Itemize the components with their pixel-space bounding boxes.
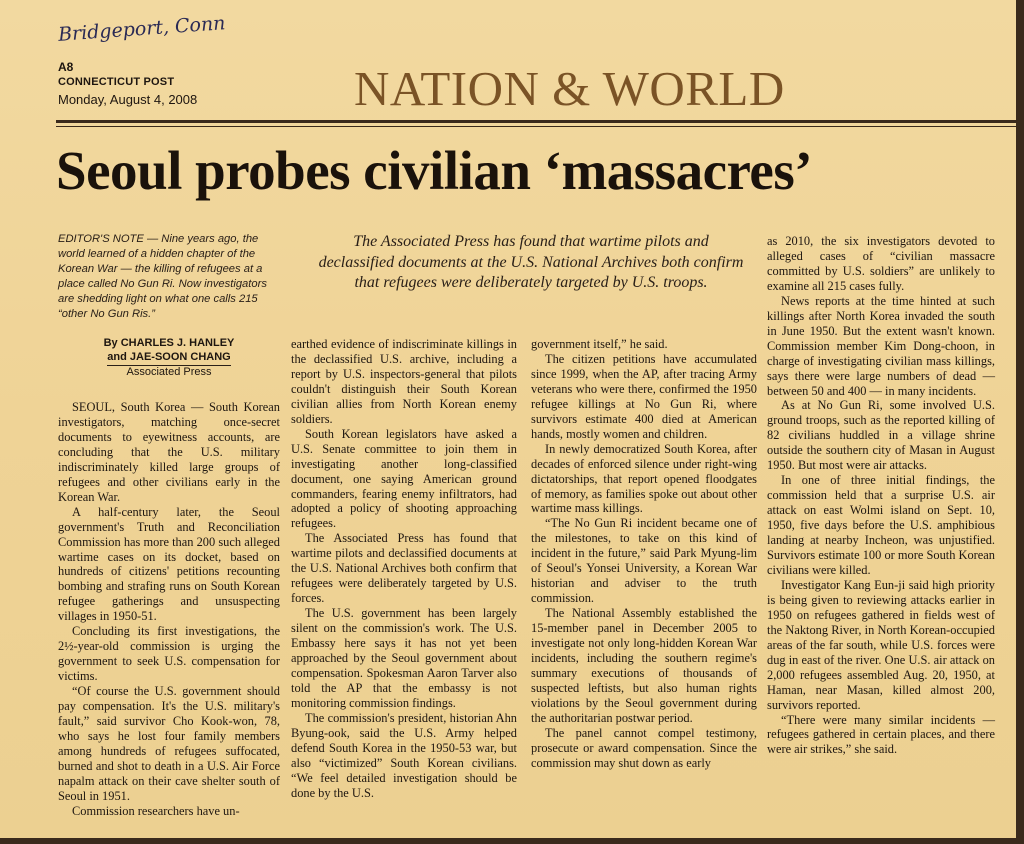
paragraph: earthed evidence of indiscriminate killings in the declassified U.S. archive, including a report by U.S. inspectors-general that pilots couldn't distinguish their South Korean civilian allies from North Korean enemy soldiers. (291, 337, 517, 426)
paragraph: A half-century later, the Seoul government's Truth and Reconciliation Commission has more than 200 such alleged wartime cases on its docket, based on hundreds of citizens' petitions recounting bombing and strafing runs on South Korean refugee gatherings and unsuspecting villages in 1950-51. (58, 504, 280, 624)
article-column-3 (531, 337, 757, 771)
article-column-1 (58, 400, 280, 819)
paragraph: In one of three initial findings, the commission held that a surprise U.S. air attack on east Wolmi island on Sept. 10, 1950, five days before the U.S. amphibious landing at nearby Incheon, was unjustified. Survivors estimate 100 or more South Korean civilians were killed. (767, 473, 995, 577)
article-column-4 (767, 234, 995, 757)
paragraph: Concluding its first investigations, the 2½-year-old commission is urging the government to seek U.S. compensation for victims. (58, 624, 280, 684)
paragraph: as 2010, the six investigators devoted to alleged cases of “civilian massacre committed by U.S. soldiers” are unlikely to examine all 215 cases fully. (767, 234, 995, 293)
paragraph: “Of course the U.S. government should pay compensation. It's the U.S. military's fault,” said survivor Cho Kook-won, 78, who says he lost four family members among hundreds of refugees suffocated, burned and shot to death in a U.S. Air Force napalm attack on their cave shelter south of Seoul in 1951. (58, 684, 280, 803)
byline (58, 337, 280, 380)
paragraph: In newly democratized South Korea, after decades of enforced silence under right-wing dictatorships, that report opened floodgates of memory, as families spoke out about other wartime mass killings. (531, 441, 757, 516)
pull-quote: The Associated Press has found that wartime pilots and declassified documents at the U.S. National Archives both confirm that refugees were deliberately targeted by U.S. troops. (318, 233, 744, 291)
headline: Seoul probes civilian ‘massacres’ (56, 140, 813, 201)
handwritten-note: Bridgeport, Conn (57, 12, 227, 46)
header-rule-thin (56, 126, 1016, 127)
paragraph: government itself,” he said. (531, 337, 668, 351)
paragraph: The National Assembly established the 15-member panel in December 2005 to investigate not only long-hidden Korean War incidents, including the southern regime's summary executions of thousands of suspected leftists, but also human rights violations by the Seoul government during the authoritarian postwar period. (531, 606, 757, 725)
paragraph: As at No Gun Ri, some involved U.S. ground troops, such as the reported killing of 82 civilians huddled in a village shrine outside the southern city of Masan in August 1950. But most were air attacks. (767, 398, 995, 473)
byline-author-2: and JAE-SOON CHANG (107, 351, 230, 367)
paragraph: News reports at the time hinted at such killings after North Korea invaded the south in June 1950. But the extent wasn't known. Commission member Kim Dong-choon, in charge of investigating civilian mass killings, says there were large numbers of dead — between 50 and 400 — in many incidents. (767, 293, 995, 398)
article-column-2 (291, 337, 517, 801)
header-rule-thick (56, 120, 1016, 123)
page-number: A8 (58, 60, 74, 74)
byline-agency: Associated Press (126, 366, 212, 378)
paragraph: The panel cannot compel testimony, prosecute or award compensation. Since the commission may shut down as early (531, 725, 757, 770)
section-title: NATION & WORLD (354, 61, 785, 116)
paragraph: “The No Gun Ri incident became one of the milestones, to take on this kind of incident in the future,” said Park Myung-lim of Seoul's Yonsei University, a Korean War historian and adviser to the truth commission. (531, 516, 757, 606)
paragraph: Commission researchers have un- (72, 803, 240, 818)
paragraph: Investigator Kang Eun-ji said high priority is being given to reviewing attacks earlier in 1950 on refugees gathered in fields west of the Naktong River, in North Korean-occupied areas of the far south, while U.S. forces were dug in east of the river. One U.S. air attack on 2,000 refugees assembled Aug. 20, 1950, at Haman, near Masan, killed almost 200, survivors reported. (767, 577, 995, 712)
newspaper-name: CONNECTICUT POST (58, 76, 175, 88)
paragraph: The Associated Press has found that wartime pilots and declassified documents at the U.S. National Archives both confirm that refugees were deliberately targeted by U.S. forces. (291, 531, 517, 606)
editors-note: EDITOR'S NOTE — Nine years ago, the world learned of a hidden chapter of the Korean War — the killing of refugees at a place called No Gun Ri. Now investigators are shedding light on what one calls 215 “other No Gun Ris.” (58, 233, 267, 321)
paragraph: The citizen petitions have accumulated since 1999, when the AP, after tracing Army veterans who were there, confirmed the 1950 refugee killings at No Gun Ri, where survivors estimate 400 died at American hands, mostly women and children. (531, 351, 757, 441)
paragraph: The commission's president, historian Ahn Byung-ook, said the U.S. Army helped defend South Korea in the 1950-53 war, but also “victimized” South Korean civilians. “We feel detailed investigation should be done by the U.S. (291, 710, 517, 800)
paragraph: The U.S. government has been largely silent on the commission's work. The U.S. Embassy here says it has not yet been approached by the Seoul government about compensation. Spokesman Aaron Tarver also told the AP that the embassy is not monitoring commission findings. (291, 606, 517, 710)
publication-date: Monday, August 4, 2008 (58, 92, 198, 107)
paragraph: “There were many similar incidents — refugees gathered in certain places, and there were air strikes,” she said. (767, 712, 995, 757)
paragraph: South Korean legislators have asked a U.S. Senate committee to join them in investigating another long-classified document, one saying American ground commanders, fearing enemy infiltrators, had adopted a policy of shooting approaching refugees. (291, 426, 517, 531)
paragraph: SEOUL, South Korea — South Korean investigators, matching once-secret documents to eyewitness accounts, are concluding that the U.S. military indiscriminately killed large groups of refugees and other civilians early in the Korean War. (58, 400, 280, 504)
byline-author-1: By CHARLES J. HANLEY (103, 337, 235, 349)
